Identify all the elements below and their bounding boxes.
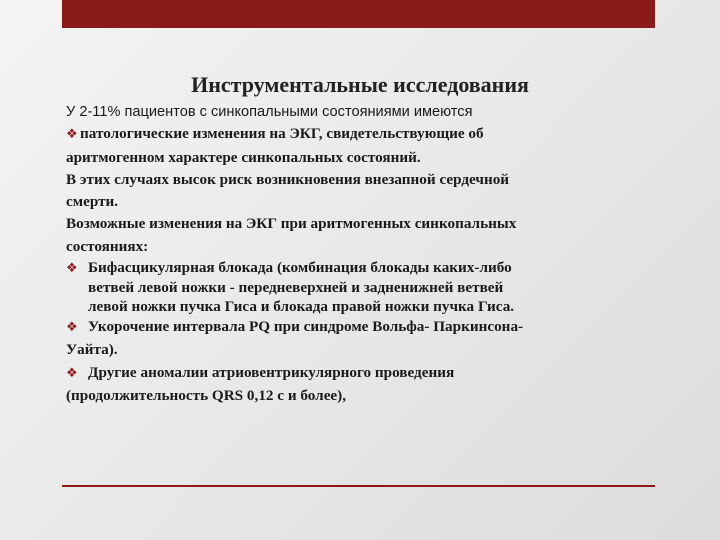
text-line: (продолжительность QRS 0,12 с и более), [66, 386, 347, 404]
text-line: Укорочение интервала PQ при синдроме Вольфа- Паркинсона- [88, 318, 524, 336]
text-line: левой ножки пучка Гиса и блокада правой ножки пучка Гиса. [88, 298, 515, 316]
text-line: патологические изменения на ЭКГ, свидетельствующие об [80, 125, 484, 143]
text-line: аритмогенном характере синкопальных состояний. [66, 148, 421, 166]
bullet-icon: ❖ [66, 365, 78, 381]
text-line: Уайта). [66, 341, 118, 359]
slide-title: Инструментальные исследования [191, 72, 529, 97]
bullet-line [66, 258, 666, 278]
text-line: Возможные изменения на ЭКГ при аритмогенных синкопальных [66, 215, 517, 233]
bullet-icon: ❖ [66, 261, 78, 277]
bottom-accent-rule [62, 485, 655, 487]
bullet-icon: ❖ [66, 127, 78, 143]
text-line: ветвей левой ножки - передневерхней и задненижней ветвей [88, 279, 504, 297]
bullet-icon: ❖ [66, 320, 78, 336]
text-line: смерти. [66, 193, 119, 211]
bullet-line [66, 123, 666, 146]
top-accent-bar [62, 0, 655, 28]
bullet-line [66, 362, 666, 385]
bullet-line [66, 316, 666, 339]
text-line: У 2-11% пациентов с синкопальными состояниями имеются [66, 104, 473, 120]
text-line: В этих случаях высок риск возникновения внезапной сердечной [66, 170, 510, 188]
slide-body [66, 101, 666, 407]
text-line: Бифасцикулярная блокада (комбинация блокады каких-либо [88, 259, 512, 277]
text-line: Другие аномалии атриовентрикулярного проведения [88, 363, 455, 381]
text-line: состояниях: [66, 237, 149, 255]
